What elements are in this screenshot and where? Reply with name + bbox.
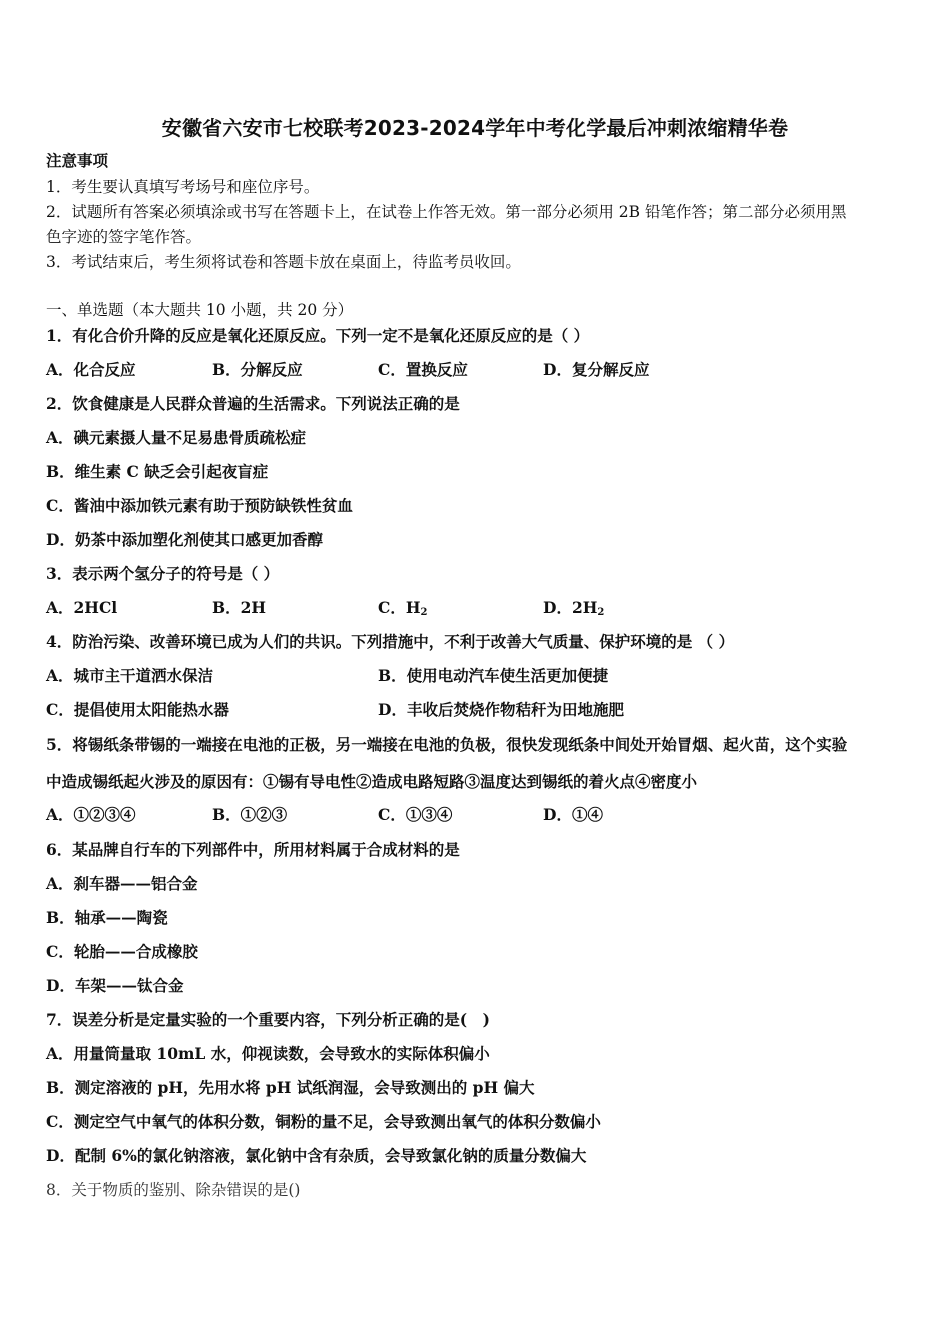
option-c: C．酱油中添加铁元素有助于预防缺铁性贫血: [46, 496, 353, 515]
option-d: D．复分解反应: [543, 360, 650, 379]
option-a: A．碘元素摄人量不足易患骨质疏松症: [46, 428, 307, 447]
option-c: C．①③④: [378, 805, 453, 824]
section-heading: 一、单选题（本大题共 10 小题，共 20 分）: [46, 301, 354, 319]
option-a: A．刹车器——铝合金: [46, 874, 198, 893]
option-c-subscript: 2: [420, 607, 428, 618]
option-d-text: D．2H: [543, 598, 598, 617]
option-b: B．测定溶液的 pH，先用水将 pH 试纸润湿，会导致测出的 pH 偏大: [46, 1078, 535, 1097]
question-stem: 4．防治污染、改善环境已成为人们的共识。下列措施中，不利于改善大气质量、保护环境的是 （ ）: [46, 632, 735, 651]
option-c: [378, 598, 427, 623]
option-d: D．①④: [543, 805, 603, 824]
question-stem-continued: 中造成锡纸起火涉及的原因有：①锡有导电性②造成电路短路③温度达到锡纸的着火点④密度小: [46, 772, 698, 791]
option-b: B．使用电动汽车使生活更加便捷: [378, 666, 609, 685]
option-c: C．测定空气中氧气的体积分数，铜粉的量不足，会导致测出氧气的体积分数偏小: [46, 1112, 601, 1131]
question-stem: 8．关于物质的鉴别、除杂错误的是(): [46, 1181, 301, 1199]
notice-item: 3．考试结束后，考生须将试卷和答题卡放在桌面上，待监考员收回。: [46, 253, 521, 271]
option-b: B．①②③: [212, 805, 288, 824]
option-c: C．轮胎——合成橡胶: [46, 942, 198, 961]
option-d: [543, 598, 604, 623]
option-b: B．轴承——陶瓷: [46, 908, 168, 927]
question-stem: 2．饮食健康是人民群众普遍的生活需求。下列说法正确的是: [46, 394, 460, 413]
option-a: A．用量筒量取 10mL 水，仰视读数，会导致水的实际体积偏小: [46, 1044, 490, 1063]
option-c-text: C．H: [378, 598, 421, 617]
option-d: D．配制 6%的氯化钠溶液，氯化钠中含有杂质，会导致氯化钠的质量分数偏大: [46, 1146, 587, 1165]
question-stem: 7．误差分析是定量实验的一个重要内容，下列分析正确的是( ): [46, 1010, 490, 1029]
option-d: D．车架——钛合金: [46, 976, 184, 995]
option-a: A．2HCl: [46, 598, 118, 617]
notice-heading: 注意事项: [46, 151, 109, 170]
option-c: C．提倡使用太阳能热水器: [46, 700, 229, 719]
question-stem: 5．将锡纸条带锡的一端接在电池的正极，另一端接在电池的负极，很快发现纸条中间处开始冒烟、起火苗，这个实验: [46, 735, 848, 754]
option-d: D．丰收后焚烧作物秸秆为田地施肥: [378, 700, 624, 719]
option-d: D．奶茶中添加塑化剂使其口感更加香醇: [46, 530, 323, 549]
option-b: B．2H: [212, 598, 267, 617]
page-title: 安徽省六安市七校联考2023-2024学年中考化学最后冲刺浓缩精华卷: [161, 116, 789, 140]
notice-item: 2．试题所有答案必须填涂或书写在答题卡上，在试卷上作答无效。第一部分必须用 2B 铅笔作答；第二部分必须用黑: [46, 203, 847, 221]
question-stem: 3．表示两个氢分子的符号是（ ）: [46, 564, 280, 583]
question-stem: 1．有化合价升降的反应是氧化还原反应。下列一定不是氧化还原反应的是（ ）: [46, 326, 590, 345]
option-d-subscript: 2: [597, 607, 605, 618]
question-stem: 6．某品牌自行车的下列部件中，所用材料属于合成材料的是: [46, 840, 460, 859]
option-b: B．维生素 C 缺乏会引起夜盲症: [46, 462, 269, 481]
option-a: A．①②③④: [46, 805, 136, 824]
option-a: A．城市主干道洒水保洁: [46, 666, 214, 685]
option-b: B．分解反应: [212, 360, 303, 379]
option-c: C．置换反应: [378, 360, 468, 379]
option-a: A．化合反应: [46, 360, 136, 379]
notice-item: 色字迹的签字笔作答。: [46, 228, 202, 246]
notice-item: 1．考生要认真填写考场号和座位序号。: [46, 178, 320, 196]
